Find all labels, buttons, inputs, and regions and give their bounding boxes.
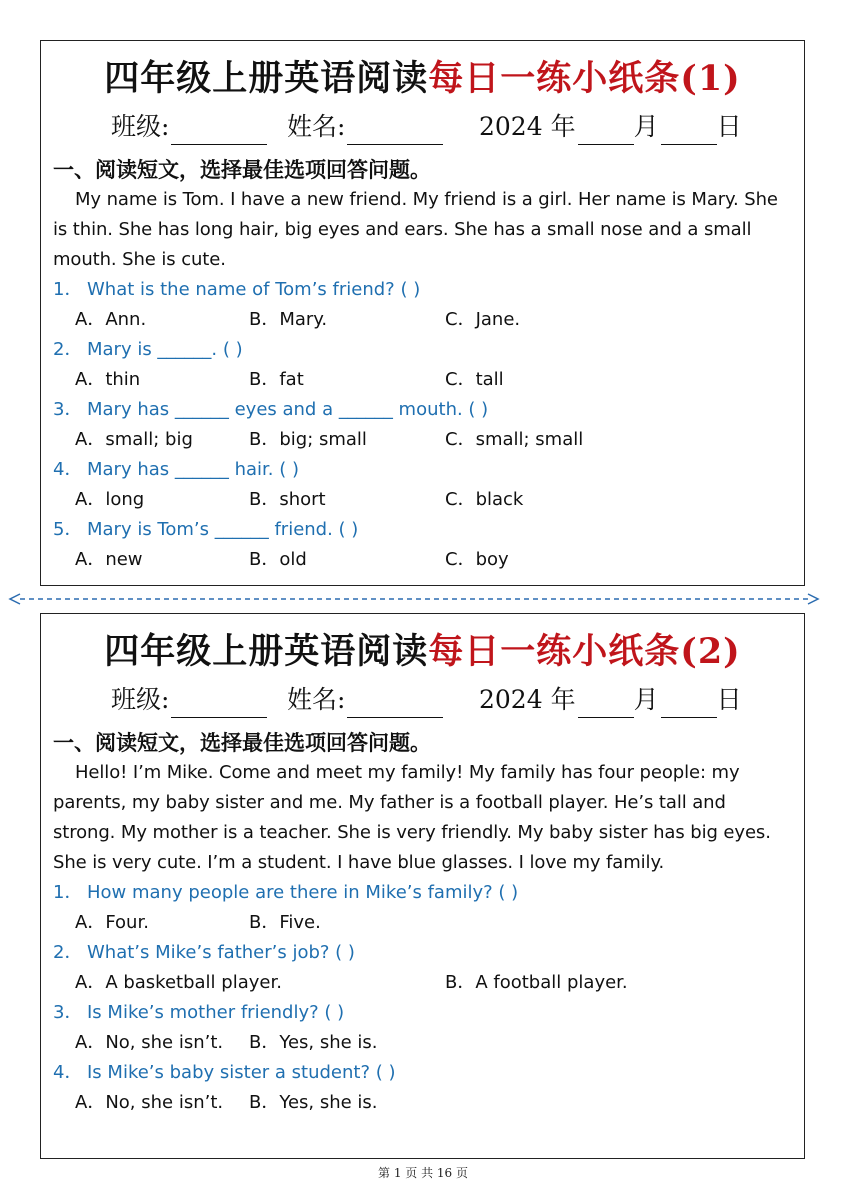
option-b[interactable]: B．big; small bbox=[249, 429, 367, 450]
reading-passage: Hello! I’m Mike. Come and meet my family! My family has four people: my parents, my baby sister and me. My father is a football player. He’s tall and strong. My mother is a teacher. She is very friendly. My baby sister has big eyes. She is very cute. I’m a student. I have blue glasses. I love my family. bbox=[53, 762, 771, 873]
options-3 bbox=[41, 1028, 804, 1058]
question-block bbox=[41, 938, 804, 998]
question-block bbox=[41, 395, 804, 455]
student-info-line bbox=[41, 109, 804, 145]
name-field[interactable] bbox=[287, 109, 443, 145]
question-4: 4． Is Mike’s baby sister a student? ( ) bbox=[53, 1062, 396, 1083]
title-main: 四年级上册英语阅读 bbox=[104, 631, 429, 672]
question-1: 1． How many people are there in Mike’s family? ( ) bbox=[53, 882, 519, 903]
question-2: 2． Mary is ______. ( ) bbox=[53, 339, 243, 360]
class-label: 班级: bbox=[111, 685, 170, 714]
question-block bbox=[41, 515, 804, 575]
options-3 bbox=[41, 425, 804, 455]
class-field[interactable] bbox=[111, 682, 267, 718]
question-2: 2． What’s Mike’s father’s job? ( ) bbox=[53, 942, 355, 963]
option-a[interactable]: A．small; big bbox=[75, 429, 193, 450]
option-a[interactable]: A．thin bbox=[75, 369, 141, 390]
option-a[interactable]: A．long bbox=[75, 489, 145, 510]
date-field[interactable] bbox=[479, 682, 742, 718]
options-4 bbox=[41, 485, 804, 515]
option-b[interactable]: B．old bbox=[249, 549, 307, 570]
page-footer: 第 1 页 共 16 页 bbox=[378, 1166, 468, 1180]
month-label: 月 bbox=[633, 112, 659, 141]
option-a[interactable]: A．No, she isn’t. bbox=[75, 1092, 224, 1113]
title-highlight: 每日一练小纸条(1) bbox=[428, 58, 741, 99]
name-blank[interactable] bbox=[347, 116, 443, 145]
option-b[interactable]: B．Yes, she is. bbox=[249, 1032, 378, 1053]
question-block bbox=[41, 335, 804, 395]
class-field[interactable] bbox=[111, 109, 267, 145]
day-label: 日 bbox=[716, 685, 742, 714]
question-4: 4． Mary has ______ hair. ( ) bbox=[53, 459, 299, 480]
question-1: 1． What is the name of Tom’s friend? ( ) bbox=[53, 279, 421, 300]
month-blank[interactable] bbox=[578, 116, 634, 145]
day-blank[interactable] bbox=[661, 689, 717, 718]
options-5 bbox=[41, 545, 804, 575]
month-blank[interactable] bbox=[578, 689, 634, 718]
name-label: 姓名: bbox=[287, 112, 346, 141]
option-a[interactable]: A．No, she isn’t. bbox=[75, 1032, 224, 1053]
options-4 bbox=[41, 1088, 804, 1118]
day-blank[interactable] bbox=[661, 116, 717, 145]
question-block bbox=[41, 275, 804, 335]
card-title bbox=[41, 628, 804, 676]
class-blank[interactable] bbox=[171, 116, 267, 145]
option-a[interactable]: A．A basketball player. bbox=[75, 972, 282, 993]
arrow-left-icon bbox=[10, 594, 20, 604]
worksheet-card-2 bbox=[40, 613, 805, 1159]
title-highlight: 每日一练小纸条(2) bbox=[428, 631, 741, 672]
class-label: 班级: bbox=[111, 112, 170, 141]
question-block bbox=[41, 998, 804, 1058]
option-c[interactable]: C．tall bbox=[445, 369, 504, 390]
card-title bbox=[41, 55, 804, 103]
month-label: 月 bbox=[633, 685, 659, 714]
option-c[interactable]: C．black bbox=[445, 489, 524, 510]
option-c[interactable]: C．small; small bbox=[445, 429, 584, 450]
options-1 bbox=[41, 908, 804, 938]
date-field[interactable] bbox=[479, 109, 742, 145]
option-b[interactable]: B．A football player. bbox=[445, 972, 628, 993]
reading-passage: My name is Tom. I have a new friend. My friend is a girl. Her name is Mary. She is thin. She has long hair, big eyes and ears. She has a small nose and a small mouth. She is cute. bbox=[53, 189, 778, 270]
question-5: 5． Mary is Tom’s ______ friend. ( ) bbox=[53, 519, 359, 540]
option-b[interactable]: B．fat bbox=[249, 369, 304, 390]
name-blank[interactable] bbox=[347, 689, 443, 718]
option-b[interactable]: B．Yes, she is. bbox=[249, 1092, 378, 1113]
option-c[interactable]: C．boy bbox=[445, 549, 509, 570]
options-1 bbox=[41, 305, 804, 335]
year-label: 2024 年 bbox=[479, 685, 576, 714]
option-a[interactable]: A．Ann. bbox=[75, 309, 147, 330]
option-b[interactable]: B．short bbox=[249, 489, 326, 510]
name-label: 姓名: bbox=[287, 685, 346, 714]
question-3: 3． Mary has ______ eyes and a ______ mouth. ( ) bbox=[53, 399, 489, 420]
section-heading: 一、阅读短文，选择最佳选项回答问题。 bbox=[53, 157, 431, 182]
option-b[interactable]: B．Five. bbox=[249, 912, 321, 933]
year-label: 2024 年 bbox=[479, 112, 576, 141]
day-label: 日 bbox=[716, 112, 742, 141]
option-c[interactable]: C．Jane. bbox=[445, 309, 521, 330]
arrow-right-icon bbox=[808, 594, 818, 604]
section-heading: 一、阅读短文，选择最佳选项回答问题。 bbox=[53, 730, 431, 755]
question-3: 3． Is Mike’s mother friendly? ( ) bbox=[53, 1002, 345, 1023]
question-block bbox=[41, 878, 804, 938]
option-a[interactable]: A．new bbox=[75, 549, 143, 570]
class-blank[interactable] bbox=[171, 689, 267, 718]
worksheet-card-1 bbox=[40, 40, 805, 586]
options-2 bbox=[41, 365, 804, 395]
options-2 bbox=[41, 968, 804, 998]
option-b[interactable]: B．Mary. bbox=[249, 309, 328, 330]
cut-line-divider bbox=[6, 591, 822, 607]
student-info-line bbox=[41, 682, 804, 718]
title-main: 四年级上册英语阅读 bbox=[104, 58, 429, 99]
name-field[interactable] bbox=[287, 682, 443, 718]
question-block bbox=[41, 455, 804, 515]
option-a[interactable]: A．Four. bbox=[75, 912, 149, 933]
question-block bbox=[41, 1058, 804, 1118]
